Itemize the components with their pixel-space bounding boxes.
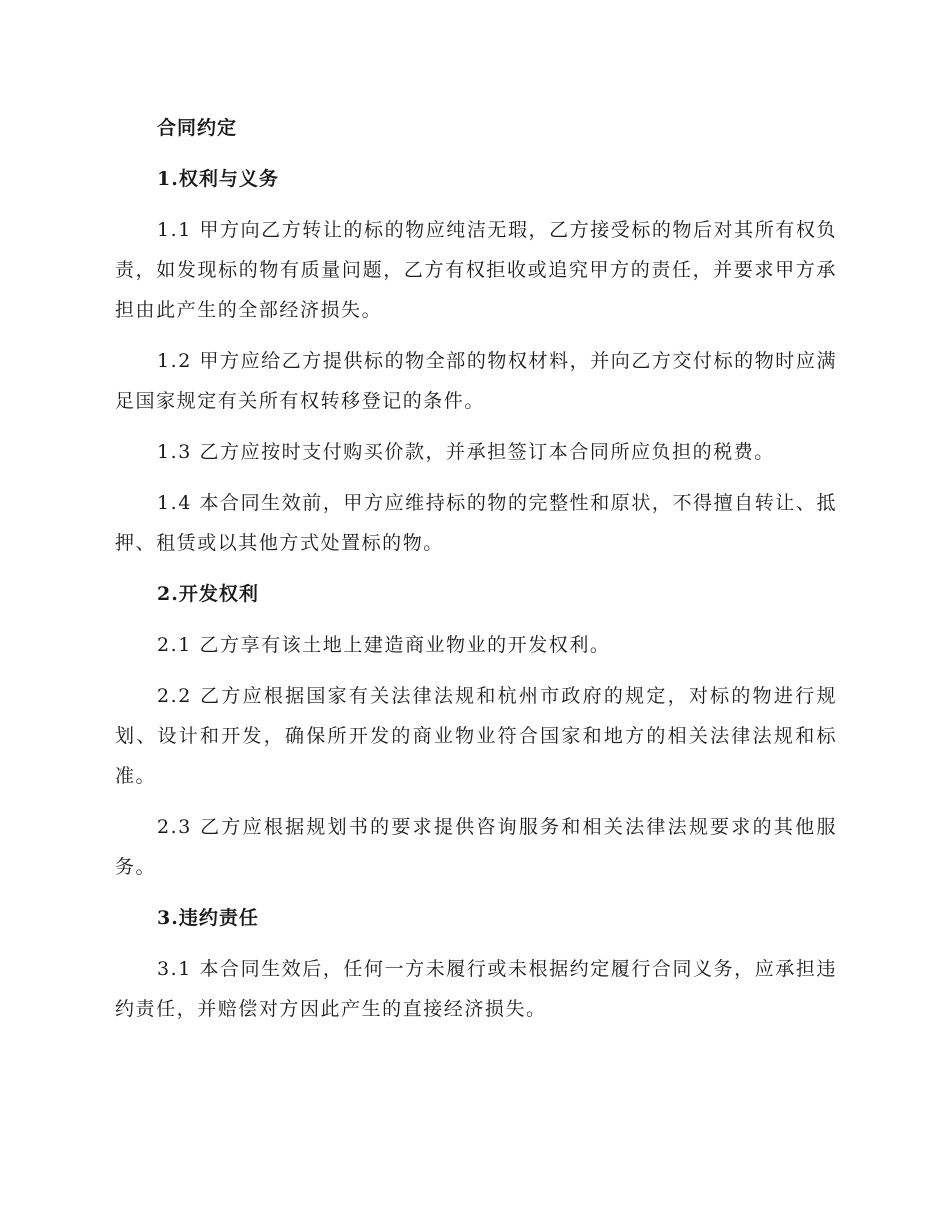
- document-body: [115, 108, 837, 1040]
- section-heading-development-rights: 2.开发权利: [157, 583, 259, 605]
- document-title: 合同约定: [157, 117, 238, 139]
- section-heading-rights-obligations: 1.权利与义务: [157, 168, 279, 190]
- clause-1-2: 1.2 甲方应给乙方提供标的物全部的物权材料，并向乙方交付标的物时应满足国家规定有关所有权转移登记的条件。: [115, 350, 837, 412]
- clause-1-3: 1.3 乙方应按时支付购买价款，并承担签订本合同所应负担的税费。: [157, 441, 775, 463]
- clause-2-1: 2.1 乙方享有该土地上建造商业物业的开发权利。: [157, 634, 611, 656]
- clause-1-4: 1.4 本合同生效前，甲方应维持标的物的完整性和原状，不得擅自转让、抵押、租赁或以其他方式处置标的物。: [115, 492, 837, 554]
- clause-3-1: 3.1 本合同生效后，任何一方未履行或未根据约定履行合同义务，应承担违约责任，并赔偿对方因此产生的直接经济损失。: [115, 958, 837, 1020]
- clause-2-3: 2.3 乙方应根据规划书的要求提供咨询服务和相关法律法规要求的其他服务。: [115, 816, 837, 878]
- section-heading-breach-liability: 3.违约责任: [157, 907, 259, 929]
- clause-1-1: 1.1 甲方向乙方转让的标的物应纯洁无瑕，乙方接受标的物后对其所有权负责，如发现标的物有质量问题，乙方有权拒收或追究甲方的责任，并要求甲方承担由此产生的全部经济损失。: [115, 219, 837, 321]
- clause-2-2: 2.2 乙方应根据国家有关法律法规和杭州市政府的规定，对标的物进行规划、设计和开发，确保所开发的商业物业符合国家和地方的相关法律法规和标准。: [115, 685, 837, 787]
